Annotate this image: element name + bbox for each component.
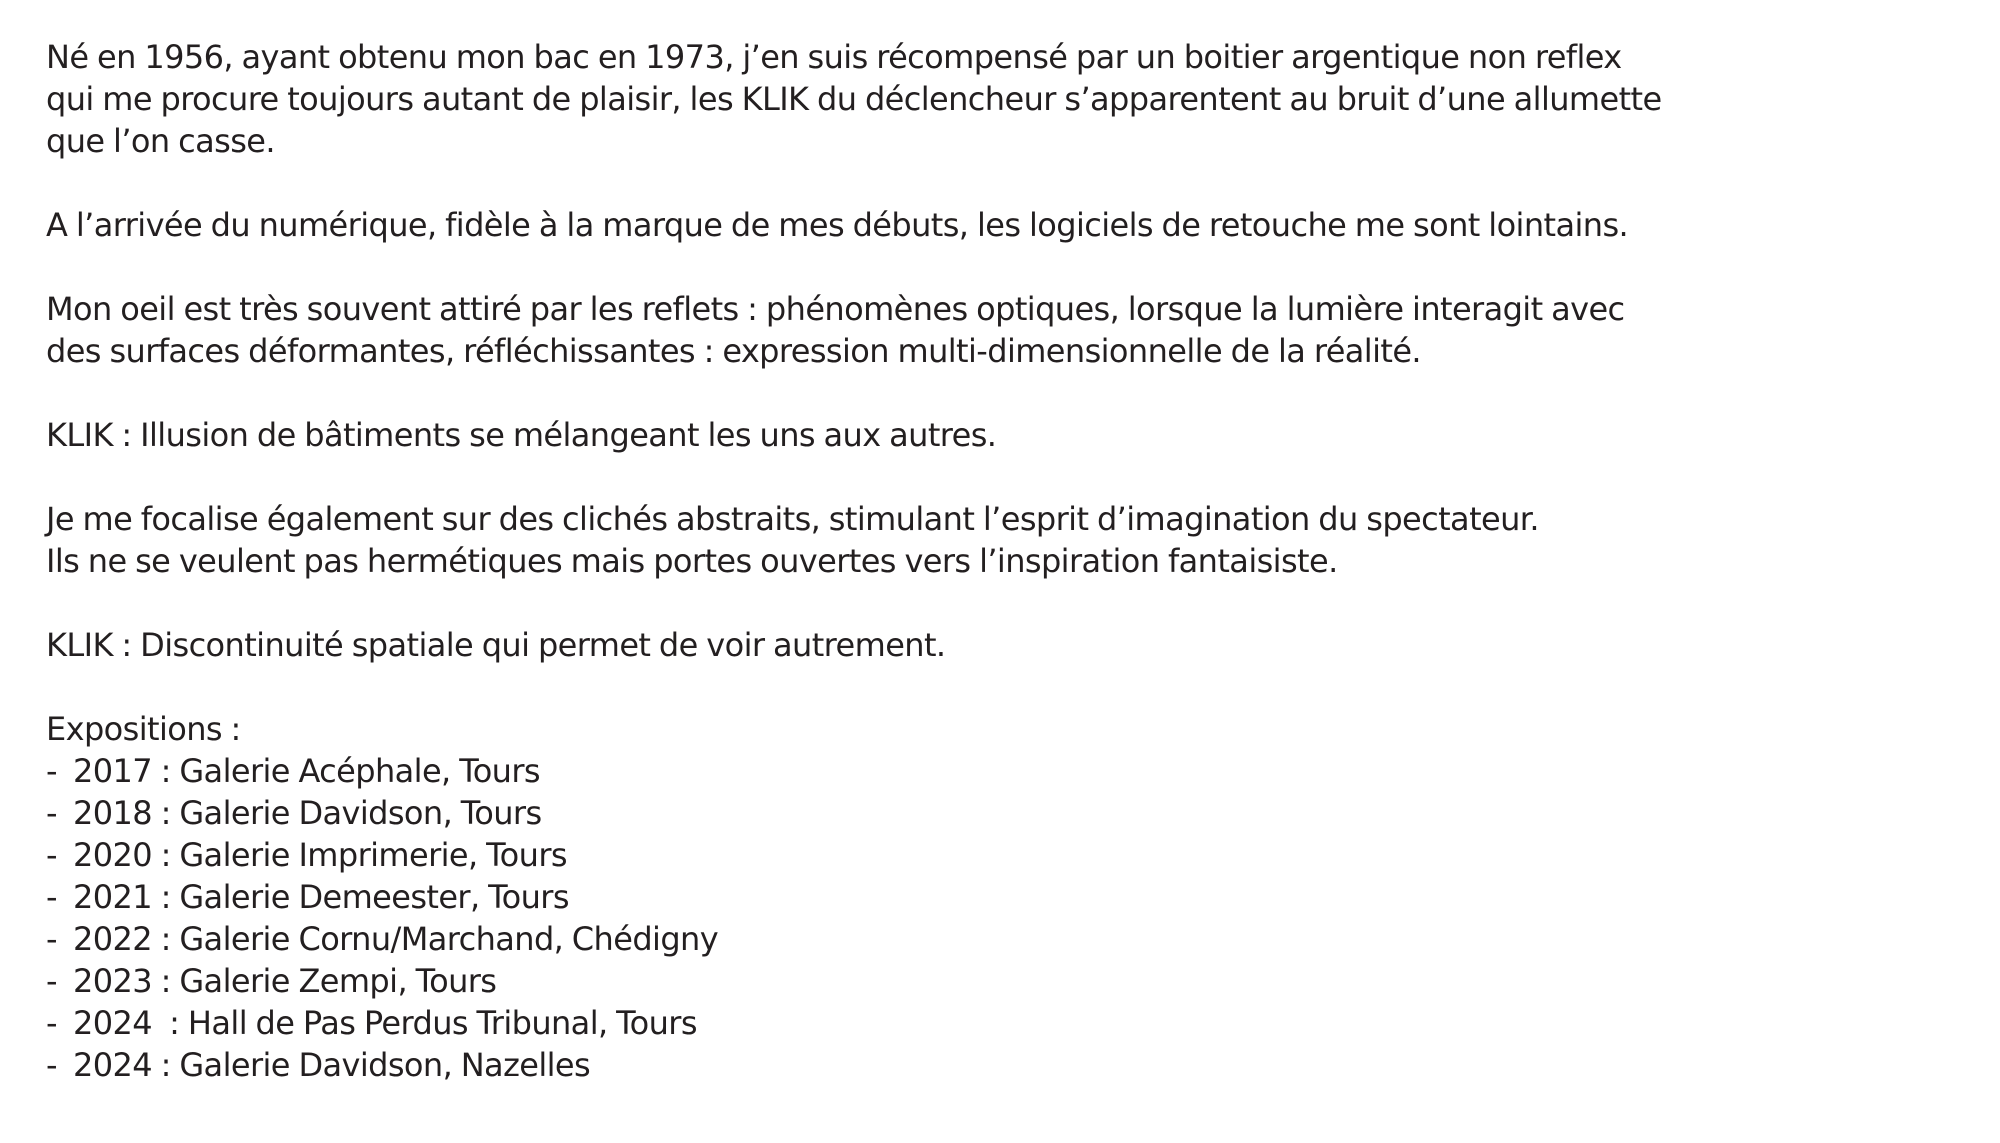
artist-statement — [46, 36, 1966, 1086]
bio-paragraph-klik-illusion — [46, 414, 1966, 456]
expositions-section — [46, 708, 1966, 1086]
list-item — [46, 834, 1966, 876]
text-line: Né en 1956, ayant obtenu mon bac en 1973, j’en suis récompensé par un boitier argentique non reflex — [46, 38, 1622, 76]
exhibition-entry: 2017 : Galerie Acéphale, Tours — [73, 752, 540, 790]
list-item — [46, 792, 1966, 834]
bio-paragraph-reflections — [46, 288, 1966, 372]
exhibition-entry: 2020 : Galerie Imprimerie, Tours — [73, 836, 567, 874]
list-item — [46, 876, 1966, 918]
list-dash: - — [46, 962, 57, 1000]
text-line: Ils ne se veulent pas hermétiques mais portes ouvertes vers l’inspiration fantaisiste. — [46, 542, 1338, 580]
exhibition-entry: 2021 : Galerie Demeester, Tours — [73, 878, 569, 916]
exhibition-entry: 2023 : Galerie Zempi, Tours — [73, 962, 497, 1000]
bio-paragraph-klik-discontinuity — [46, 624, 1966, 666]
exhibition-entry: 2024 : Galerie Davidson, Nazelles — [73, 1046, 591, 1084]
text-line: A l’arrivée du numérique, fidèle à la marque de mes débuts, les logiciels de retouche me sont lointains. — [46, 206, 1629, 244]
exhibition-entry: 2022 : Galerie Cornu/Marchand, Chédigny — [73, 920, 719, 958]
text-line: KLIK : Discontinuité spatiale qui permet de voir autrement. — [46, 626, 946, 664]
list-item — [46, 918, 1966, 960]
bio-paragraph-abstract — [46, 498, 1966, 582]
list-dash: - — [46, 920, 57, 958]
list-item — [46, 1044, 1966, 1086]
exhibition-entry: 2024 : Hall de Pas Perdus Tribunal, Tours — [73, 1004, 697, 1042]
list-dash: - — [46, 1004, 57, 1042]
text-line: des surfaces déformantes, réfléchissantes : expression multi-dimensionnelle de la réalité. — [46, 332, 1421, 370]
list-item — [46, 750, 1966, 792]
bio-paragraph-intro — [46, 36, 1966, 162]
list-dash: - — [46, 836, 57, 874]
list-dash: - — [46, 1046, 57, 1084]
text-line: qui me procure toujours autant de plaisir, les KLIK du déclencheur s’apparentent au bruit d’une allumette — [46, 80, 1662, 118]
expositions-list — [46, 750, 1966, 1086]
text-line: que l’on casse. — [46, 122, 275, 160]
exhibition-entry: 2018 : Galerie Davidson, Tours — [73, 794, 542, 832]
text-line: Je me focalise également sur des clichés abstraits, stimulant l’esprit d’imagination du spectateur. — [46, 500, 1539, 538]
list-dash: - — [46, 878, 57, 916]
text-line: KLIK : Illusion de bâtiments se mélangeant les uns aux autres. — [46, 416, 997, 454]
list-item — [46, 1002, 1966, 1044]
list-item — [46, 960, 1966, 1002]
list-dash: - — [46, 794, 57, 832]
list-dash: - — [46, 752, 57, 790]
expositions-heading: Expositions : — [46, 710, 241, 748]
text-line: Mon oeil est très souvent attiré par les reflets : phénomènes optiques, lorsque la lumière interagit avec — [46, 290, 1625, 328]
bio-paragraph-digital — [46, 204, 1966, 246]
